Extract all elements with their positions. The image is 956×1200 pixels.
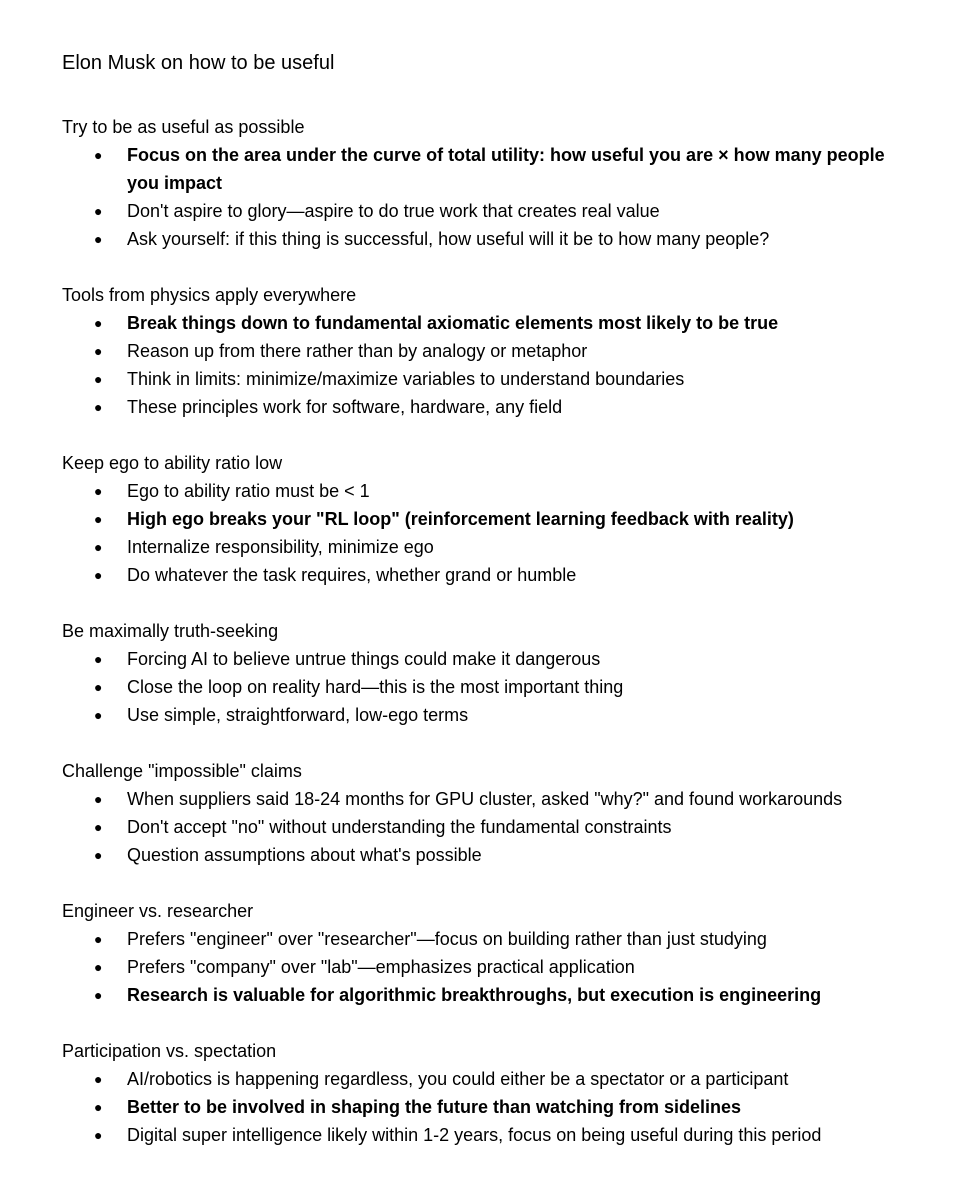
document-title: Elon Musk on how to be useful: [62, 52, 335, 74]
bullet-item: ● Digital super intelligence likely within 1-2 years, focus on being useful during this period: [62, 1121, 916, 1149]
bullet-item: ● When suppliers said 18-24 months for GPU cluster, asked "why?" and found workarounds: [62, 785, 916, 813]
bullet-item: ● Prefers "company" over "lab"—emphasizes practical application: [62, 953, 916, 981]
section: [62, 757, 916, 869]
bullet-item: ● Ask yourself: if this thing is successful, how useful will it be to how many people?: [62, 225, 916, 253]
bullet-item-bold: ● Research is valuable for algorithmic breakthroughs, but execution is engineering: [62, 981, 916, 1009]
bullet-item: ● Forcing AI to believe untrue things could make it dangerous: [62, 645, 916, 673]
bullet-item: ● Prefers "engineer" over "researcher"—focus on building rather than just studying: [62, 925, 916, 953]
section-heading: Try to be as useful as possible: [62, 117, 305, 137]
bullet-item-bold: ● Break things down to fundamental axiomatic elements most likely to be true: [62, 309, 916, 337]
section: [62, 113, 916, 253]
section-heading: Be maximally truth-seeking: [62, 621, 279, 641]
bullet-list: [62, 309, 916, 421]
bullet-item: ● Close the loop on reality hard—this is the most important thing: [62, 673, 916, 701]
bullet-item-bold: ● Focus on the area under the curve of total utility: how useful you are × how many people you impact: [62, 141, 916, 197]
section: [62, 897, 916, 1009]
bullet-list: [62, 141, 916, 253]
bullet-list: [62, 477, 916, 589]
bullet-item-bold: ● High ego breaks your "RL loop" (reinforcement learning feedback with reality): [62, 505, 916, 533]
section: [62, 281, 916, 421]
section: [62, 449, 916, 589]
section-heading: Participation vs. spectation: [62, 1041, 277, 1061]
bullet-list: [62, 785, 916, 869]
bullet-item: ● Think in limits: minimize/maximize variables to understand boundaries: [62, 365, 916, 393]
bullet-list: [62, 925, 916, 1009]
bullet-list: [62, 1065, 916, 1149]
bullet-item: ● Internalize responsibility, minimize ego: [62, 533, 916, 561]
bullet-item: ● Don't aspire to glory—aspire to do true work that creates real value: [62, 197, 916, 225]
bullet-item: ● These principles work for software, hardware, any field: [62, 393, 916, 421]
section-heading: Challenge "impossible" claims: [62, 761, 302, 781]
section-heading: Engineer vs. researcher: [62, 901, 254, 921]
sections-container: [62, 113, 916, 1149]
bullet-item: ● AI/robotics is happening regardless, you could either be a spectator or a participant: [62, 1065, 916, 1093]
section-heading: Tools from physics apply everywhere: [62, 285, 357, 305]
bullet-item: ● Ego to ability ratio must be < 1: [62, 477, 916, 505]
bullet-item: ● Use simple, straightforward, low-ego terms: [62, 701, 916, 729]
bullet-item-bold: ● Better to be involved in shaping the future than watching from sidelines: [62, 1093, 916, 1121]
section: [62, 617, 916, 729]
bullet-item: ● Reason up from there rather than by analogy or metaphor: [62, 337, 916, 365]
bullet-list: [62, 645, 916, 729]
section-heading: Keep ego to ability ratio low: [62, 453, 283, 473]
bullet-item: ● Do whatever the task requires, whether grand or humble: [62, 561, 916, 589]
bullet-item: ● Question assumptions about what's possible: [62, 841, 916, 869]
bullet-item: ● Don't accept "no" without understanding the fundamental constraints: [62, 813, 916, 841]
section: [62, 1037, 916, 1149]
